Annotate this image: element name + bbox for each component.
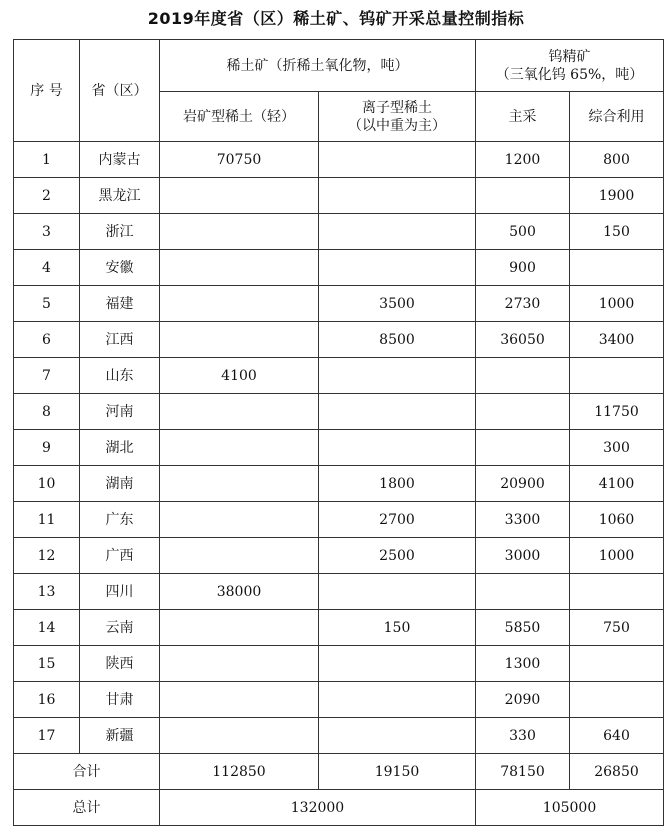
row-number: 16 — [14, 682, 80, 718]
table-row — [14, 502, 664, 538]
subtotal-ionic: 19150 — [319, 754, 476, 790]
table-row — [14, 358, 664, 394]
row-comprehensive: 150 — [570, 214, 664, 250]
row-rock-type — [160, 214, 319, 250]
table-row — [14, 538, 664, 574]
table-row — [14, 682, 664, 718]
header-row-1 — [14, 40, 664, 92]
row-number: 12 — [14, 538, 80, 574]
row-province: 云南 — [80, 610, 160, 646]
row-main-mining: 5850 — [476, 610, 570, 646]
table-row — [14, 142, 664, 178]
row-number: 13 — [14, 574, 80, 610]
row-main-mining: 1200 — [476, 142, 570, 178]
row-rock-type — [160, 286, 319, 322]
row-ionic: 2700 — [319, 502, 476, 538]
row-comprehensive: 4100 — [570, 466, 664, 502]
row-comprehensive: 3400 — [570, 322, 664, 358]
table-row — [14, 178, 664, 214]
row-comprehensive — [570, 250, 664, 286]
row-ionic — [319, 214, 476, 250]
row-ionic — [319, 574, 476, 610]
row-rock-type — [160, 394, 319, 430]
subtotal-main-mining: 78150 — [476, 754, 570, 790]
row-rock-type — [160, 610, 319, 646]
row-province: 湖南 — [80, 466, 160, 502]
header-rare-earth: 稀土矿（折稀土氧化物，吨） — [160, 40, 476, 92]
row-number: 10 — [14, 466, 80, 502]
table-row — [14, 646, 664, 682]
row-rock-type — [160, 682, 319, 718]
row-rock-type — [160, 178, 319, 214]
subtotal-row — [14, 754, 664, 790]
table-row — [14, 610, 664, 646]
row-ionic — [319, 430, 476, 466]
row-province: 安徽 — [80, 250, 160, 286]
row-main-mining: 3300 — [476, 502, 570, 538]
table-row — [14, 394, 664, 430]
document-title: 2019年度省（区）稀土矿、钨矿开采总量控制指标 — [147, 9, 525, 28]
row-province: 福建 — [80, 286, 160, 322]
row-number: 8 — [14, 394, 80, 430]
table-row — [14, 574, 664, 610]
row-number: 3 — [14, 214, 80, 250]
row-main-mining — [476, 178, 570, 214]
subtotal-rock-type: 112850 — [160, 754, 319, 790]
total-rare-earth: 132000 — [160, 790, 476, 826]
row-main-mining: 2730 — [476, 286, 570, 322]
row-province: 浙江 — [80, 214, 160, 250]
header-tungsten-line1: 钨精矿 — [548, 48, 591, 65]
row-number: 9 — [14, 430, 80, 466]
total-label: 总计 — [14, 790, 160, 826]
row-ionic — [319, 718, 476, 754]
table-row — [14, 718, 664, 754]
row-rock-type: 38000 — [160, 574, 319, 610]
row-main-mining: 330 — [476, 718, 570, 754]
row-province: 内蒙古 — [80, 142, 160, 178]
row-province: 广西 — [80, 538, 160, 574]
row-comprehensive: 1900 — [570, 178, 664, 214]
table-row — [14, 430, 664, 466]
table-row — [14, 250, 664, 286]
row-rock-type: 4100 — [160, 358, 319, 394]
header-tungsten-line2: （三氧化钨 65%，吨） — [495, 66, 644, 83]
row-rock-type — [160, 430, 319, 466]
row-number: 15 — [14, 646, 80, 682]
row-number: 17 — [14, 718, 80, 754]
row-number: 7 — [14, 358, 80, 394]
row-number: 11 — [14, 502, 80, 538]
row-main-mining: 2090 — [476, 682, 570, 718]
row-ionic: 150 — [319, 610, 476, 646]
row-rock-type: 70750 — [160, 142, 319, 178]
row-number: 6 — [14, 322, 80, 358]
header-province: 省（区） — [80, 40, 160, 142]
row-comprehensive: 800 — [570, 142, 664, 178]
header-ionic-line2: （以中重为主） — [348, 117, 446, 134]
row-main-mining — [476, 430, 570, 466]
row-ionic — [319, 394, 476, 430]
header-main-mining: 主采 — [476, 92, 570, 142]
header-rock-type: 岩矿型稀土（轻） — [160, 92, 319, 142]
subtotal-label: 合计 — [14, 754, 160, 790]
header-tungsten — [476, 40, 664, 92]
row-ionic — [319, 178, 476, 214]
row-ionic — [319, 682, 476, 718]
row-comprehensive — [570, 646, 664, 682]
row-rock-type — [160, 718, 319, 754]
row-ionic — [319, 142, 476, 178]
row-rock-type — [160, 250, 319, 286]
row-province: 陕西 — [80, 646, 160, 682]
row-main-mining: 36050 — [476, 322, 570, 358]
row-main-mining — [476, 394, 570, 430]
table-row — [14, 286, 664, 322]
header-seq: 序 号 — [14, 40, 80, 142]
row-number: 2 — [14, 178, 80, 214]
row-main-mining: 900 — [476, 250, 570, 286]
row-ionic: 1800 — [319, 466, 476, 502]
row-province: 江西 — [80, 322, 160, 358]
row-province: 广东 — [80, 502, 160, 538]
row-rock-type — [160, 538, 319, 574]
row-province: 四川 — [80, 574, 160, 610]
row-province: 甘肃 — [80, 682, 160, 718]
row-ionic: 8500 — [319, 322, 476, 358]
row-comprehensive: 1060 — [570, 502, 664, 538]
row-comprehensive: 1000 — [570, 538, 664, 574]
row-main-mining: 500 — [476, 214, 570, 250]
row-ionic — [319, 358, 476, 394]
row-rock-type — [160, 646, 319, 682]
row-province: 新疆 — [80, 718, 160, 754]
row-main-mining: 3000 — [476, 538, 570, 574]
subtotal-comprehensive: 26850 — [570, 754, 664, 790]
total-tungsten: 105000 — [476, 790, 664, 826]
header-comprehensive: 综合利用 — [570, 92, 664, 142]
row-number: 14 — [14, 610, 80, 646]
row-comprehensive — [570, 358, 664, 394]
row-comprehensive: 640 — [570, 718, 664, 754]
row-comprehensive: 750 — [570, 610, 664, 646]
row-number: 1 — [14, 142, 80, 178]
row-province: 湖北 — [80, 430, 160, 466]
row-ionic — [319, 646, 476, 682]
row-province: 河南 — [80, 394, 160, 430]
row-main-mining: 1300 — [476, 646, 570, 682]
row-number: 5 — [14, 286, 80, 322]
row-rock-type — [160, 502, 319, 538]
row-main-mining — [476, 358, 570, 394]
row-comprehensive: 300 — [570, 430, 664, 466]
row-rock-type — [160, 466, 319, 502]
row-ionic: 2500 — [319, 538, 476, 574]
row-comprehensive: 11750 — [570, 394, 664, 430]
quota-table — [13, 39, 664, 826]
row-main-mining: 20900 — [476, 466, 570, 502]
row-comprehensive — [570, 682, 664, 718]
row-comprehensive — [570, 574, 664, 610]
row-ionic — [319, 250, 476, 286]
table-row — [14, 322, 664, 358]
table-row — [14, 214, 664, 250]
header-ionic — [319, 92, 476, 142]
row-ionic: 3500 — [319, 286, 476, 322]
total-row — [14, 790, 664, 826]
header-ionic-line1: 离子型稀土 — [362, 99, 432, 116]
row-main-mining — [476, 574, 570, 610]
row-comprehensive: 1000 — [570, 286, 664, 322]
table-row — [14, 466, 664, 502]
row-province: 黑龙江 — [80, 178, 160, 214]
row-number: 4 — [14, 250, 80, 286]
row-province: 山东 — [80, 358, 160, 394]
row-rock-type — [160, 322, 319, 358]
